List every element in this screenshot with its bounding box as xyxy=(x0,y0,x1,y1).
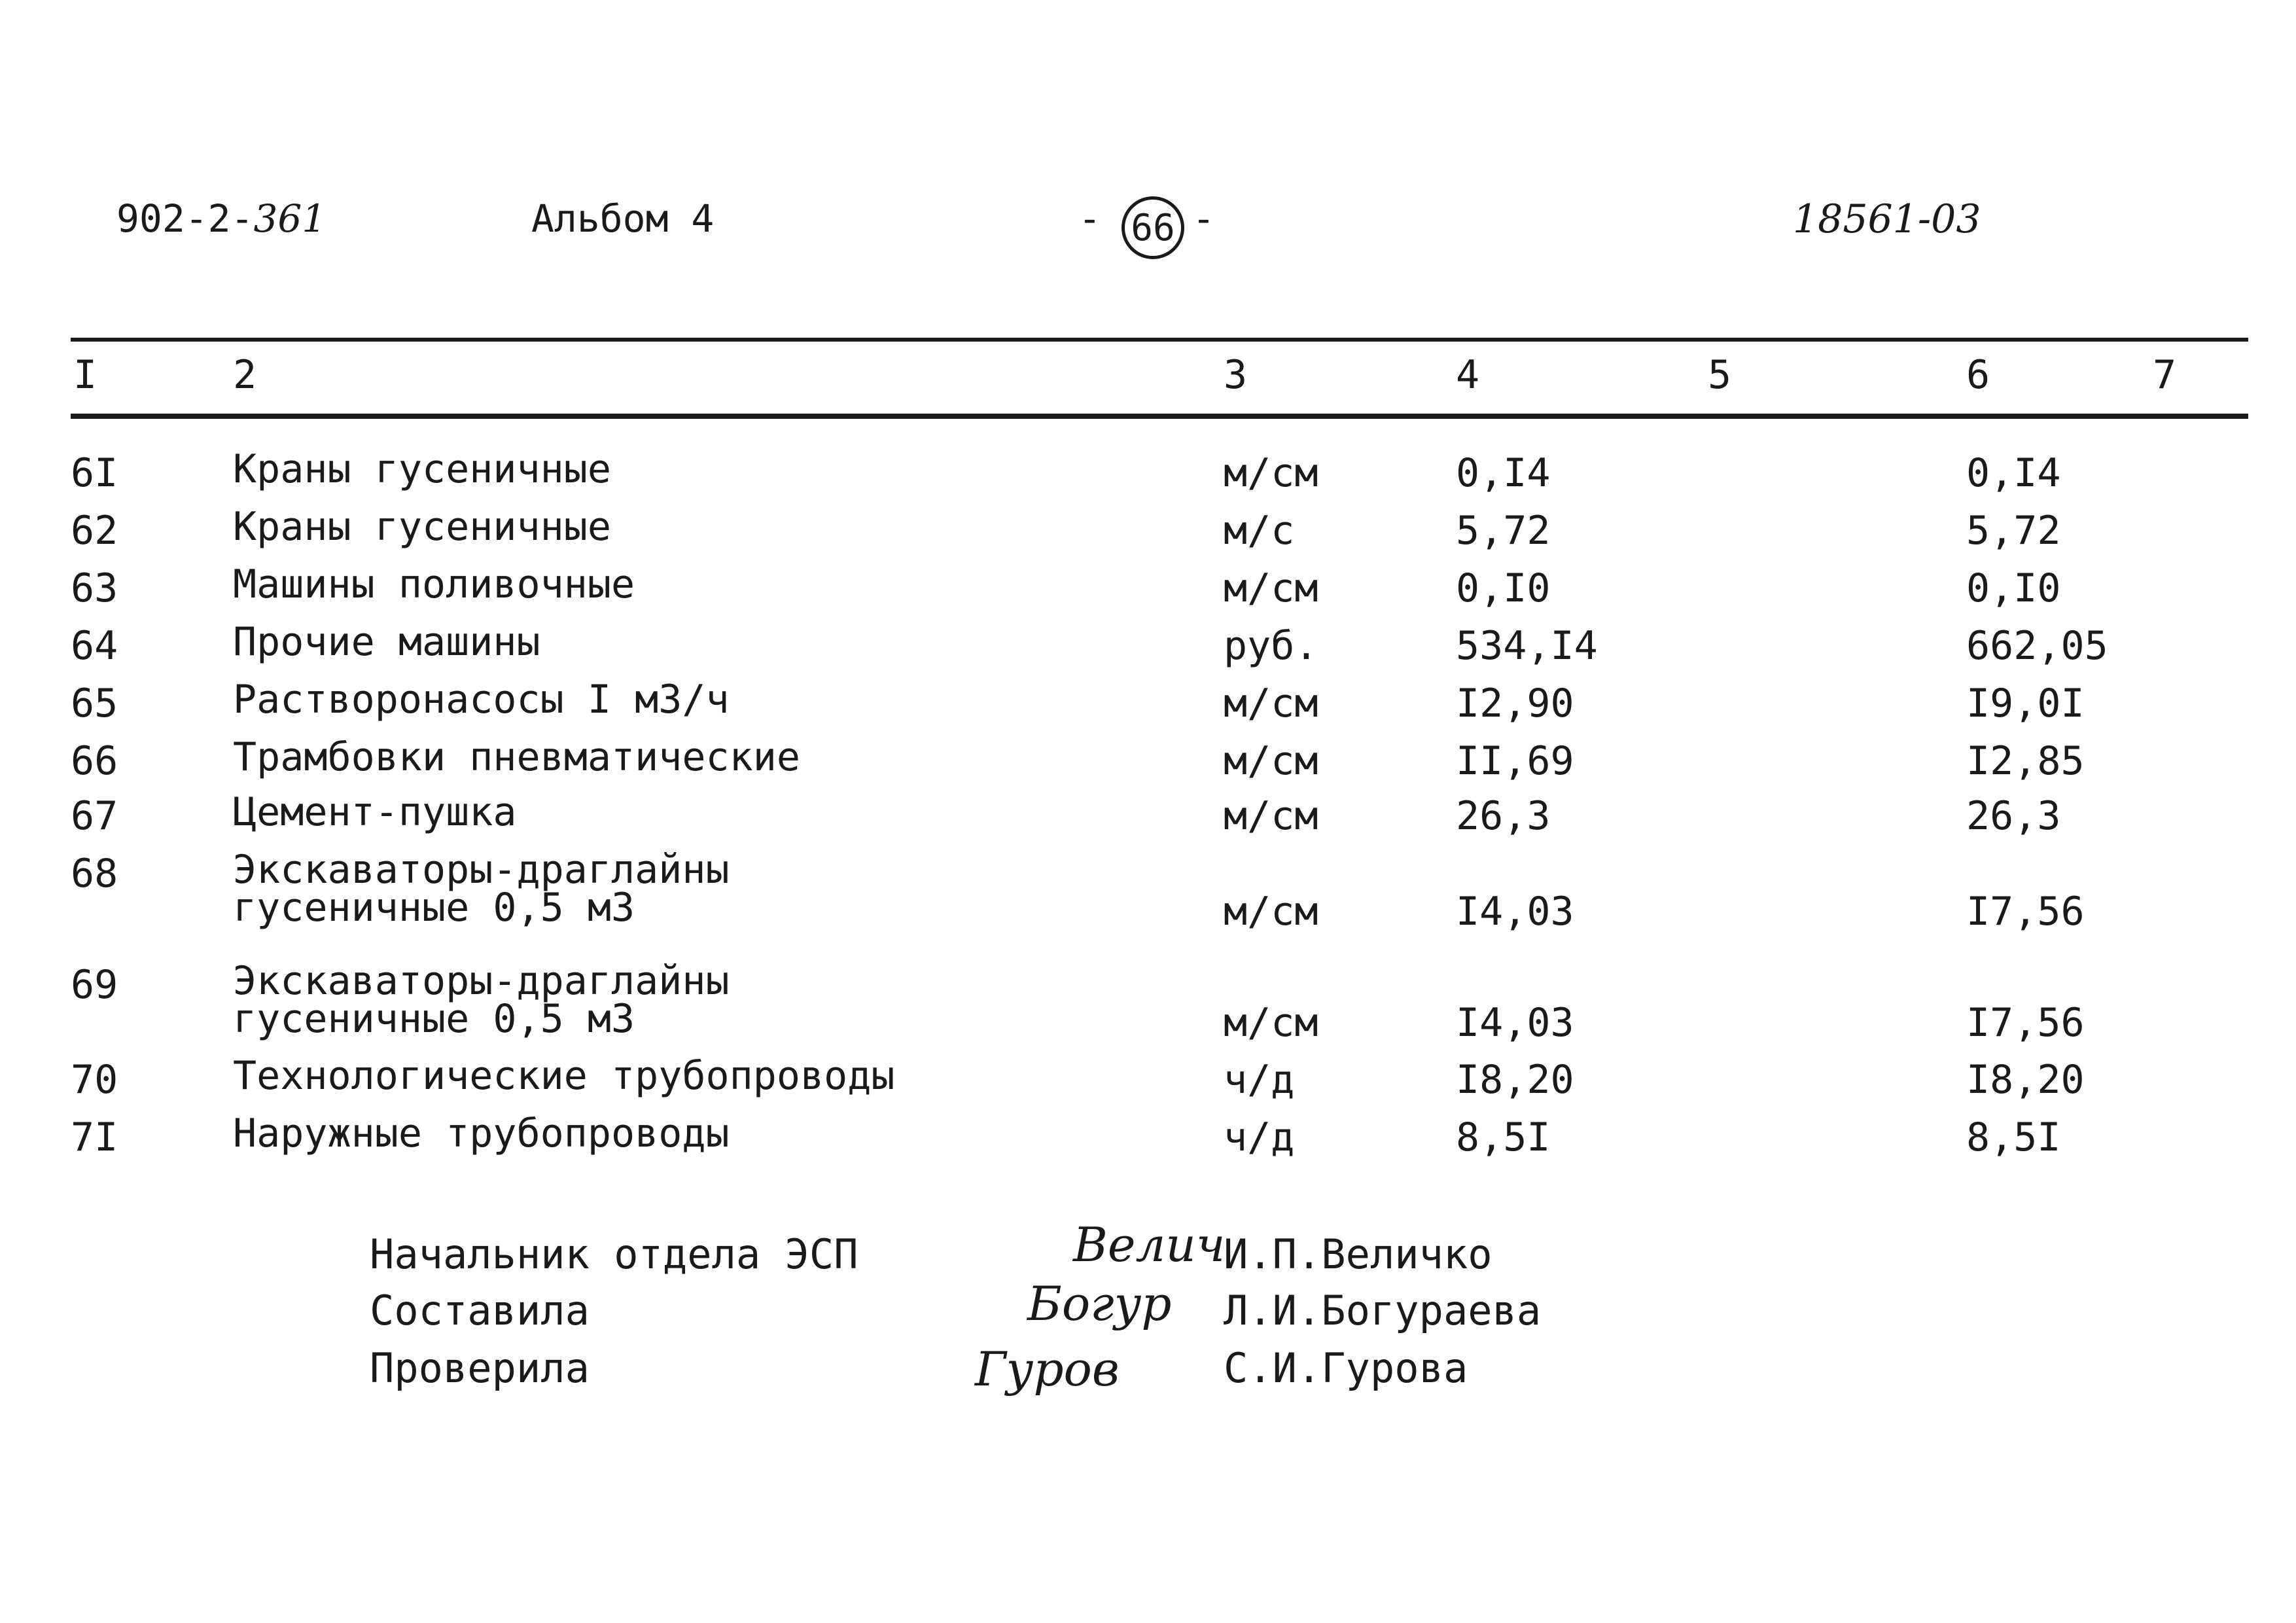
inventory-number: 18561-03 xyxy=(1793,196,1981,242)
row-value-col4: I8,20 xyxy=(1456,1057,1574,1103)
row-value-col6: I7,56 xyxy=(1966,889,2085,935)
row-number: 70 xyxy=(71,1057,118,1103)
signature-handwritten: Велич xyxy=(1073,1217,1226,1272)
row-value-col6: I9,0I xyxy=(1966,681,2085,726)
row-value-col4: 5,72 xyxy=(1456,508,1551,554)
row-value-col6: I8,20 xyxy=(1966,1057,2085,1103)
signature-title: Составила xyxy=(370,1287,590,1334)
doc-code-handwritten: 361 xyxy=(253,196,327,241)
signature-title: Проверила xyxy=(370,1344,590,1392)
row-name: Наружные трубопроводы xyxy=(233,1111,730,1156)
row-name: Цемент-пушка xyxy=(233,789,517,835)
row-unit: руб. xyxy=(1224,623,1318,669)
row-value-col4: II,69 xyxy=(1456,738,1574,784)
row-number: 67 xyxy=(71,793,118,839)
row-value-col6: 5,72 xyxy=(1966,508,2061,554)
row-value-col4: 534,I4 xyxy=(1456,623,1598,669)
row-unit: м/см xyxy=(1224,1000,1318,1046)
row-number: 62 xyxy=(71,508,118,554)
signature-name: Л.И.Богураева xyxy=(1224,1287,1542,1334)
column-number-5: 5 xyxy=(1708,352,1732,398)
page-dash-right: - xyxy=(1192,196,1215,241)
page-dash-left: - xyxy=(1078,196,1101,241)
column-number-3: 3 xyxy=(1224,352,1248,398)
signature-name: И.П.Величко xyxy=(1224,1230,1492,1278)
row-unit: м/с xyxy=(1224,508,1295,554)
row-name-line2: гусеничные 0,5 м3 xyxy=(233,885,635,931)
row-name: Краны гусеничные xyxy=(233,504,611,550)
row-name: Технологические трубопроводы xyxy=(233,1053,895,1099)
column-number-4: 4 xyxy=(1456,352,1480,398)
row-value-col4: I2,90 xyxy=(1456,681,1574,726)
row-value-col6: I7,56 xyxy=(1966,1000,2085,1046)
row-unit: м/см xyxy=(1224,450,1318,496)
signature-handwritten: Гуров xyxy=(975,1342,1120,1397)
row-name-line2: гусеничные 0,5 м3 xyxy=(233,996,635,1042)
doc-code: 902-2-361 xyxy=(116,196,327,241)
row-unit: м/см xyxy=(1224,565,1318,611)
row-value-col6: 0,I4 xyxy=(1966,450,2061,496)
row-unit: м/см xyxy=(1224,889,1318,935)
row-value-col6: 26,3 xyxy=(1966,793,2061,839)
row-number: 69 xyxy=(71,962,118,1008)
row-value-col6: 662,05 xyxy=(1966,623,2108,669)
row-name: Краны гусеничные xyxy=(233,446,611,492)
page-number: 66 xyxy=(1122,196,1184,259)
row-number: 68 xyxy=(71,851,118,897)
row-unit: ч/д xyxy=(1224,1115,1295,1160)
row-name: Машины поливочные xyxy=(233,562,635,607)
column-number-7: 7 xyxy=(2153,352,2177,398)
row-value-col6: 0,I0 xyxy=(1966,565,2061,611)
signature-title: Начальник отдела ЭСП xyxy=(370,1230,858,1278)
album-label: Альбом 4 xyxy=(531,196,715,241)
row-number: 65 xyxy=(71,681,118,726)
row-number: 6I xyxy=(71,450,118,496)
row-value-col4: 0,I0 xyxy=(1456,565,1551,611)
row-value-col4: 8,5I xyxy=(1456,1115,1551,1160)
table-top-rule xyxy=(71,338,2248,342)
row-name: Растворонасосы I м3/ч xyxy=(233,677,730,722)
row-number: 63 xyxy=(71,565,118,611)
row-number: 7I xyxy=(71,1115,118,1160)
row-unit: м/см xyxy=(1224,738,1318,784)
row-value-col6: I2,85 xyxy=(1966,738,2085,784)
row-unit: м/см xyxy=(1224,793,1318,839)
table-header-rule xyxy=(71,414,2248,419)
signature-handwritten: Богур xyxy=(1027,1276,1172,1331)
column-number-6: 6 xyxy=(1966,352,1990,398)
row-unit: ч/д xyxy=(1224,1057,1295,1103)
row-name-line1: Экскаваторы-драглайны xyxy=(233,958,730,1004)
column-number-2: 2 xyxy=(233,352,257,398)
column-number-1: I xyxy=(73,352,97,398)
row-value-col4: I4,03 xyxy=(1456,889,1574,935)
row-number: 64 xyxy=(71,623,118,669)
row-value-col4: 26,3 xyxy=(1456,793,1551,839)
row-value-col6: 8,5I xyxy=(1966,1115,2061,1160)
row-unit: м/см xyxy=(1224,681,1318,726)
row-value-col4: 0,I4 xyxy=(1456,450,1551,496)
row-name: Трамбовки пневматические xyxy=(233,734,800,780)
signature-name: С.И.Гурова xyxy=(1224,1344,1468,1392)
row-number: 66 xyxy=(71,738,118,784)
row-value-col4: I4,03 xyxy=(1456,1000,1574,1046)
row-name: Прочие машины xyxy=(233,619,540,665)
row-name-line1: Экскаваторы-драглайны xyxy=(233,847,730,893)
